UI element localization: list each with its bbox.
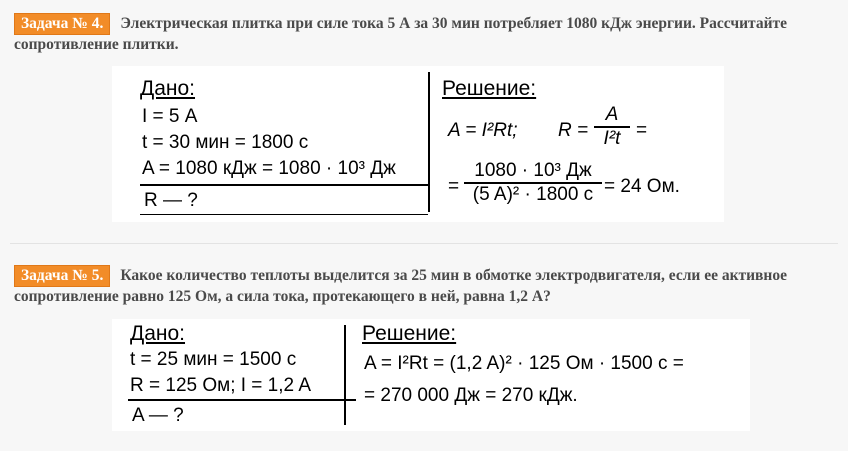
- section-divider: [10, 243, 838, 244]
- task-5-solution-line-2: = 270 000 Дж = 270 кДж.: [364, 385, 578, 406]
- task-5-given-title: Дано:: [130, 322, 186, 345]
- task-4-fraction-2-num: 1080 · 10³ Дж: [474, 160, 592, 181]
- task-4-solution-title: Решение:: [442, 77, 537, 100]
- task-4-fraction-1-num: A: [605, 104, 619, 125]
- task-5-given-2: R = 125 Ом; I = 1,2 A: [130, 375, 312, 396]
- task-5-statement: [14, 265, 838, 307]
- task-5-find: A — ?: [132, 405, 184, 426]
- task-4-fraction-1: [594, 104, 630, 150]
- task-5-divider: [344, 325, 346, 425]
- task-5-text: Какое количество теплоты выделится за 25 мин в обмотке электродвигателя, если ее активное сопротивление равно 125 Ом, а сила тока, протекающего в ней, равна 1,2 А?: [14, 267, 787, 305]
- task-4-equals-1: =: [636, 120, 648, 141]
- task-4-fraction-1-den: I²t: [603, 128, 621, 149]
- task-4-solution-image: [112, 66, 724, 222]
- task-4-badge: Задача № 4.: [14, 13, 110, 35]
- task-5-given-underline: [128, 399, 356, 401]
- task-4-find: R — ?: [144, 190, 198, 211]
- task-4-fraction-2: [464, 160, 602, 206]
- task-5-badge: Задача № 5.: [14, 265, 110, 287]
- task-4-formula-r: R =: [558, 120, 589, 141]
- task-4-given-1: I = 5 А: [142, 106, 198, 127]
- task-4-given-3: A = 1080 кДж = 1080 · 10³ Дж: [142, 158, 396, 179]
- task-5-solution-title: Решение:: [362, 322, 457, 345]
- task-4-formula-power: A = I²Rt;: [448, 120, 518, 141]
- task-4-result: = 24 Ом.: [604, 176, 680, 197]
- task-4-text: Электрическая плитка при силе тока 5 А за 30 мин потребляет 1080 кДж энергии. Рассчитайте сопротивление плитки.: [14, 15, 787, 53]
- task-4-statement: [14, 13, 838, 55]
- task-5-solution-image: [112, 319, 750, 431]
- task-5-solution-line-1: A = I²Rt = (1,2 A)² · 125 Ом · 1500 с =: [364, 353, 684, 374]
- task-4-find-underline: [140, 214, 428, 215]
- task-4-given-2: t = 30 мин = 1800 с: [142, 132, 309, 153]
- task-4-fraction-2-den: (5 A)² · 1800 с: [472, 184, 594, 205]
- task-4-given-underline: [140, 184, 428, 186]
- task-4-divider: [428, 72, 430, 212]
- task-4-equals-2: =: [448, 176, 460, 197]
- task-5-given-1: t = 25 мин = 1500 с: [130, 349, 297, 370]
- task-4-given-title: Дано:: [140, 77, 196, 100]
